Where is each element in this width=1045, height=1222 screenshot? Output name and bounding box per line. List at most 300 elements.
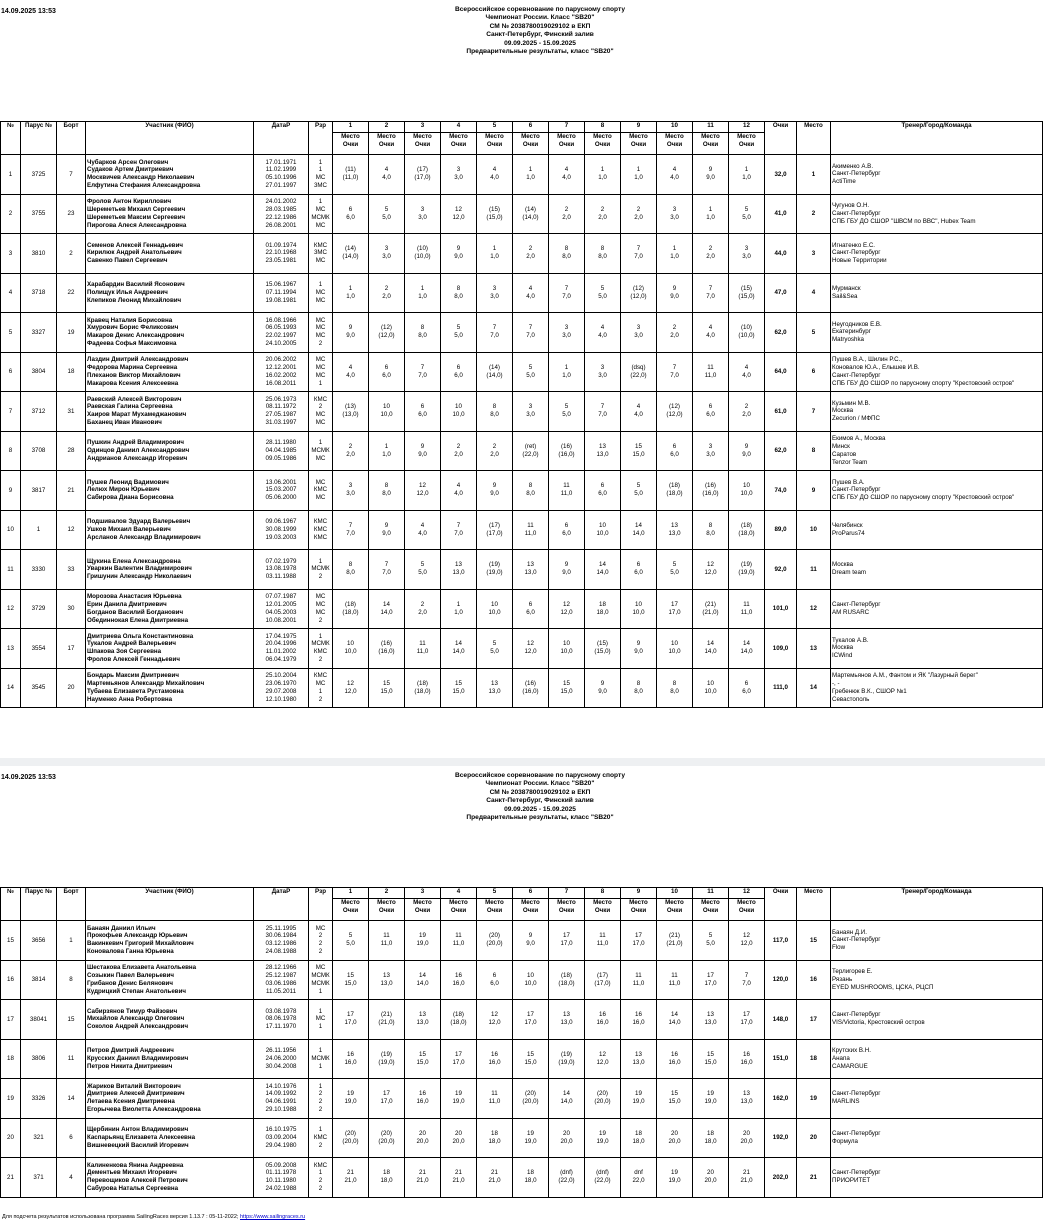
race-points: 7,0: [526, 332, 535, 340]
race-points: 15,0: [560, 687, 573, 695]
cell-race-result: [513, 273, 549, 313]
cell-crew-names-line: Вишневецкий Василий Игоревич: [87, 1141, 189, 1149]
race-place: 5: [636, 482, 641, 490]
race-place: 9: [744, 442, 749, 450]
cell-team: [831, 1079, 1043, 1119]
cell-crew-names: [86, 510, 254, 550]
race-place: 10: [347, 640, 354, 648]
cell-birthdates: [254, 589, 309, 629]
race-points: 4,0: [346, 371, 355, 379]
cell-position: 14: [797, 668, 831, 708]
cell-race-result: [513, 1079, 549, 1119]
cell-bort: 31: [57, 392, 86, 432]
cell-race-result: [621, 550, 657, 590]
cell-race-result: [729, 234, 765, 274]
cell-race-result: [585, 234, 621, 274]
cell-birthdates: [254, 155, 309, 195]
cell-crew-names-line: Ерин Данила Дмитриевич: [87, 600, 167, 608]
cell-crew-names-line: Шереметьев Михаил Сергеевич: [87, 205, 186, 213]
cell-race-result: [513, 668, 549, 708]
cell-birthdates: [254, 629, 309, 669]
race-place: 9: [456, 245, 461, 253]
col-header-race: 9: [621, 888, 657, 899]
cell-team: [831, 1118, 1043, 1158]
cell-sail-number: 3327: [21, 313, 57, 353]
cell-crew-names: [86, 471, 254, 511]
cell-birthdates-line: 30.06.1984: [265, 932, 297, 940]
race-points: (14,0): [342, 253, 359, 261]
cell-ranks-line: 1: [318, 557, 323, 565]
cell-ranks-line: 2: [318, 1141, 323, 1149]
cell-crew-names-line: Шестакова Елизавета Анатольевна: [87, 964, 197, 972]
cell-birthdates: [254, 471, 309, 511]
cell-birthdates: [254, 352, 309, 392]
cell-race-result: [369, 1000, 405, 1040]
cell-position: 2: [797, 194, 831, 234]
subheader-points: Очки: [738, 907, 755, 914]
race-points: (20,0): [486, 940, 503, 948]
cell-team-line: Рязань: [832, 975, 853, 983]
race-place: 5: [744, 205, 749, 213]
cell-number: 5: [1, 313, 21, 353]
cell-team: [831, 1158, 1043, 1198]
col-header-total: Очки: [765, 122, 797, 155]
race-place: 8: [348, 561, 353, 569]
race-place: (18): [668, 482, 680, 490]
col-subheader-race: [621, 133, 657, 155]
race-points: 1,0: [454, 608, 463, 616]
cell-race-result: [477, 313, 513, 353]
race-place: 11: [419, 640, 426, 648]
race-points: 10,0: [740, 490, 753, 498]
cell-ranks-line: КМС: [313, 533, 328, 541]
race-points: 12,0: [416, 490, 429, 498]
cell-birthdates: [254, 550, 309, 590]
cell-birthdates-line: 20.06.2002: [265, 356, 297, 364]
race-place: (16): [524, 679, 536, 687]
cell-crew-names-line: Плеханов Виктор Михайлович: [87, 371, 181, 379]
cell-race-result: [477, 352, 513, 392]
cell-number: 18: [1, 1039, 21, 1079]
col-subheader-race: [549, 899, 585, 921]
cell-race-result: [477, 234, 513, 274]
race-place: 12: [491, 1011, 498, 1019]
subheader-place: Место: [485, 899, 504, 906]
cell-race-result: [657, 352, 693, 392]
cell-crew-names-line: Михайлов Александр Олегович: [87, 1015, 185, 1023]
cell-birthdates-line: 15.03.2007: [265, 486, 297, 494]
race-place: 12: [599, 1050, 606, 1058]
cell-total-points: 62,0: [765, 431, 797, 471]
race-place: (12): [380, 324, 392, 332]
race-place: 15: [419, 1050, 426, 1058]
race-place: 13: [563, 1011, 570, 1019]
race-place: 19: [599, 1129, 606, 1137]
cell-crew-names-line: Прокофьев Александр Юрьевич: [87, 932, 188, 940]
cell-number: 14: [1, 668, 21, 708]
cell-birthdates-line: 11.05.2011: [265, 987, 297, 995]
cell-birthdates-line: 19.08.1981: [265, 296, 297, 304]
cell-race-result: [369, 1039, 405, 1079]
cell-race-result: [369, 550, 405, 590]
cell-sail-number: 3656: [21, 921, 57, 961]
cell-crew-names-line: Хмурович Борис Феликсович: [87, 324, 179, 332]
cell-race-result: [369, 155, 405, 195]
race-place: 19: [419, 932, 426, 940]
header-line: Предварительные результаты, класс "SB20": [466, 48, 614, 56]
cell-race-result: [585, 392, 621, 432]
cell-ranks-line: МС: [315, 205, 326, 213]
table-row: [1, 471, 1043, 511]
race-points: 4,0: [418, 529, 427, 537]
cell-team-line: -, -: [832, 679, 840, 687]
cell-birthdates-line: 09.05.1986: [265, 454, 297, 462]
race-points: 10,0: [704, 687, 717, 695]
cell-crew-names-line: Каспарьянц Елизавета Алексеевна: [87, 1133, 196, 1141]
subheader-points: Очки: [666, 141, 683, 148]
cell-birthdates-line: 30.08.1999: [265, 525, 297, 533]
cell-ranks-line: 1: [318, 687, 323, 695]
cell-race-result: [405, 1158, 441, 1198]
col-header-team: Тренер/Город/Команда: [831, 888, 1043, 921]
cell-birthdates-line: 10.08.2001: [265, 616, 297, 624]
race-points: 2,0: [634, 213, 643, 221]
race-place: 11: [527, 521, 534, 529]
race-points: 12,0: [488, 1019, 501, 1027]
cell-ranks-line: МС: [315, 324, 326, 332]
race-place: 6: [744, 679, 749, 687]
table-row: [1, 352, 1043, 392]
cell-birthdates-line: 03.09.2004: [265, 1133, 297, 1141]
race-points: 17,0: [704, 979, 717, 987]
race-place: 13: [743, 1090, 750, 1098]
cell-ranks-line: 1: [318, 439, 323, 447]
race-points: 3,0: [454, 174, 463, 182]
race-points: 2,0: [526, 253, 535, 261]
cell-ranks-line: 2: [318, 1090, 323, 1098]
cell-crew-names: [86, 550, 254, 590]
race-place: (17): [488, 521, 500, 529]
race-place: 19: [707, 1090, 714, 1098]
cell-team-line: Санкт-Петербург: [832, 1169, 881, 1177]
cell-crew-names-line: Одинцов Даниил Александрович: [87, 446, 190, 454]
race-place: (10): [740, 324, 752, 332]
col-header-race: 11: [693, 888, 729, 899]
race-place: (dnf): [596, 1169, 609, 1177]
race-points: 17,0: [452, 1058, 465, 1066]
race-points: 5,0: [346, 940, 355, 948]
cell-team-line: Санкт-Петербург: [832, 936, 881, 944]
race-points: (19,0): [558, 1058, 575, 1066]
race-place: 18: [383, 1169, 390, 1177]
cell-position: 1: [797, 155, 831, 195]
document-header: [300, 6, 780, 56]
race-points: 4,0: [526, 292, 535, 300]
race-points: 17,0: [560, 940, 573, 948]
race-points: 9,0: [562, 569, 571, 577]
cell-race-result: [657, 1079, 693, 1119]
cell-race-result: [333, 392, 369, 432]
cell-crew-names-line: Шпакова Зоя Сергеевна: [87, 648, 162, 656]
subheader-points: Очки: [342, 141, 359, 148]
cell-race-result: [513, 1039, 549, 1079]
cell-team: [831, 629, 1043, 669]
race-place: 10: [455, 403, 462, 411]
subheader-place: Место: [413, 899, 432, 906]
cell-race-result: [513, 352, 549, 392]
cell-race-result: [657, 234, 693, 274]
cell-birthdates-line: 27.05.1987: [265, 411, 297, 419]
race-place: 3: [708, 442, 713, 450]
cell-team-line: Анапа: [832, 1054, 850, 1062]
cell-race-result: [405, 431, 441, 471]
subheader-place: Место: [629, 899, 648, 906]
race-place: 13: [383, 971, 390, 979]
cell-race-result: [693, 960, 729, 1000]
race-points: 21,0: [740, 1177, 753, 1185]
race-place: 2: [636, 205, 641, 213]
race-points: 8,0: [382, 490, 391, 498]
race-points: 12,0: [596, 1058, 609, 1066]
cell-race-result: [549, 392, 585, 432]
race-place: 5: [708, 932, 713, 940]
race-points: 1,0: [742, 174, 751, 182]
race-place: 17: [383, 1090, 390, 1098]
cell-bort: 20: [57, 668, 86, 708]
cell-ranks-line: МС: [315, 174, 326, 182]
cell-ranks: [309, 273, 333, 313]
cell-crew-names: [86, 313, 254, 353]
cell-race-result: [477, 1079, 513, 1119]
cell-sail-number: 38041: [21, 1000, 57, 1040]
race-place: 17: [455, 1050, 462, 1058]
cell-race-result: [693, 392, 729, 432]
cell-birthdates-line: 28.12.1966: [265, 964, 297, 972]
cell-bort: 12: [57, 510, 86, 550]
cell-race-result: [693, 471, 729, 511]
cell-ranks-line: МС: [315, 600, 326, 608]
cell-race-result: [585, 589, 621, 629]
race-points: (18,0): [558, 979, 575, 987]
cell-sail-number: 3817: [21, 471, 57, 511]
col-header-race: 7: [549, 888, 585, 899]
cell-ranks-line: МС: [315, 356, 326, 364]
cell-team-line: Санкт-Петербург: [832, 1129, 881, 1137]
race-points: (16,0): [702, 490, 719, 498]
cell-total-points: 62,0: [765, 313, 797, 353]
race-points: 6,0: [634, 569, 643, 577]
cell-race-result: [477, 510, 513, 550]
race-points: 5,0: [634, 490, 643, 498]
cell-position: 4: [797, 273, 831, 313]
race-place: 16: [599, 1011, 606, 1019]
race-place: 21: [491, 1169, 498, 1177]
cell-bort: 6: [57, 1118, 86, 1158]
results-table: [0, 121, 1043, 708]
cell-team-line: Тукалов А.В.: [832, 636, 869, 644]
race-place: 9: [348, 324, 353, 332]
cell-race-result: [477, 1118, 513, 1158]
race-points: (20,0): [342, 1137, 359, 1145]
cell-race-result: [333, 1000, 369, 1040]
subheader-points: Очки: [378, 141, 395, 148]
race-place: 17: [743, 1011, 750, 1019]
subheader-points: Очки: [378, 907, 395, 914]
cell-birthdates-line: 10.11.1980: [265, 1177, 297, 1185]
race-points: 7,0: [706, 292, 715, 300]
cell-crew-names-line: Елфутина Стефания Александровна: [87, 182, 201, 190]
cell-race-result: [369, 629, 405, 669]
cell-birthdates-line: 01.09.1974: [265, 241, 297, 249]
race-place: 3: [744, 245, 749, 253]
race-points: 6,0: [454, 371, 463, 379]
cell-total-points: 109,0: [765, 629, 797, 669]
subheader-place: Место: [737, 899, 756, 906]
cell-crew-names-line: Банаян Даниил Ильич: [87, 924, 156, 932]
subheader-place: Место: [701, 133, 720, 140]
race-points: (11,0): [342, 174, 359, 182]
race-points: (15,0): [594, 648, 611, 656]
race-points: (16,0): [378, 648, 395, 656]
race-place: 9: [708, 166, 713, 174]
race-points: 8,0: [454, 292, 463, 300]
subheader-points: Очки: [342, 907, 359, 914]
race-place: 8: [672, 679, 677, 687]
cell-number: 12: [1, 589, 21, 629]
race-place: 14: [419, 971, 426, 979]
cell-race-result: [477, 550, 513, 590]
cell-birthdates-line: 24.08.1988: [265, 948, 297, 956]
col-header-race: 3: [405, 122, 441, 133]
cell-ranks-line: 2: [318, 616, 323, 624]
col-header-race: 5: [477, 888, 513, 899]
cell-sail-number: 3330: [21, 550, 57, 590]
race-points: (14,0): [522, 213, 539, 221]
cell-team: [831, 234, 1043, 274]
race-place: 2: [492, 442, 497, 450]
cell-ranks-line: 2: [318, 1177, 323, 1185]
cell-birthdates: [254, 431, 309, 471]
cell-bort: 30: [57, 589, 86, 629]
race-points: (19,0): [738, 569, 755, 577]
cell-team-line: Мурманск: [832, 284, 861, 292]
cell-ranks-line: 1: [318, 1082, 323, 1090]
cell-ranks: [309, 629, 333, 669]
race-points: 1,0: [562, 371, 571, 379]
col-header-race: 8: [585, 888, 621, 899]
race-points: 15,0: [704, 1058, 717, 1066]
cell-crew-names-line: Петров Дмитрий Андреевич: [87, 1047, 174, 1055]
cell-ranks-line: МСМК: [311, 979, 330, 987]
cell-ranks-line: МС: [315, 924, 326, 932]
cell-sail-number: 321: [21, 1118, 57, 1158]
race-points: (19,0): [378, 1058, 395, 1066]
cell-ranks-line: КМС: [313, 395, 328, 403]
cell-race-result: [693, 629, 729, 669]
race-place: 19: [635, 1090, 642, 1098]
cell-birthdates-line: 26.11.1956: [265, 1047, 297, 1055]
race-points: 7,0: [418, 371, 427, 379]
cell-ranks-line: 2: [318, 656, 323, 664]
race-points: 8,0: [346, 569, 355, 577]
cell-sail-number: 3755: [21, 194, 57, 234]
race-place: (18): [740, 521, 752, 529]
race-points: 4,0: [454, 490, 463, 498]
cell-bort: 19: [57, 313, 86, 353]
race-points: 1,0: [418, 292, 427, 300]
col-header-name: Участник (ФИО): [86, 888, 254, 921]
cell-race-result: [621, 668, 657, 708]
cell-race-result: [549, 471, 585, 511]
race-points: 16,0: [596, 1019, 609, 1027]
race-points: 10,0: [560, 648, 573, 656]
race-points: 15,0: [344, 979, 357, 987]
race-points: 15,0: [416, 1058, 429, 1066]
race-place: 5: [348, 932, 353, 940]
sailingraces-link[interactable]: https://www.sailingraces.ru: [239, 1214, 306, 1220]
cell-race-result: [441, 313, 477, 353]
race-place: 12: [347, 679, 354, 687]
race-place: 17: [671, 600, 678, 608]
cell-number: 8: [1, 431, 21, 471]
cell-race-result: [549, 629, 585, 669]
cell-crew-names-line: Фролов Алексей Геннадьевич: [87, 656, 180, 664]
race-place: 6: [348, 205, 353, 213]
cell-birthdates-line: 03.12.1986: [265, 940, 297, 948]
cell-birthdates-line: 29.10.1988: [265, 1106, 297, 1114]
cell-race-result: [441, 550, 477, 590]
cell-race-result: [369, 960, 405, 1000]
cell-team-line: СПБ ГБУ ДО СШОР по парусному спорту "Крестовский остров": [832, 494, 1015, 502]
race-points: 17,0: [668, 608, 681, 616]
table-row: [1, 234, 1043, 274]
race-points: 14,0: [668, 1019, 681, 1027]
cell-birthdates-line: 30.04.2008: [265, 1062, 297, 1070]
cell-sail-number: 3545: [21, 668, 57, 708]
cell-team: [831, 352, 1043, 392]
race-place: 9: [384, 521, 389, 529]
cell-ranks-line: МС: [315, 593, 326, 601]
race-place: 7: [600, 403, 605, 411]
subheader-points: Очки: [558, 141, 575, 148]
race-place: 5: [564, 403, 569, 411]
cell-ranks-line: 1: [318, 281, 323, 289]
table-row: [1, 1158, 1043, 1198]
cell-race-result: [549, 431, 585, 471]
race-points: 12,0: [560, 608, 573, 616]
cell-race-result: [729, 550, 765, 590]
col-subheader-race: [405, 899, 441, 921]
cell-race-result: [477, 629, 513, 669]
cell-ranks-line: КМС: [313, 672, 328, 680]
cell-crew-names-line: Петров Никита Дмитриевич: [87, 1062, 173, 1070]
cell-ranks: [309, 1039, 333, 1079]
cell-birthdates-line: 24.10.2005: [265, 340, 297, 348]
race-points: 10,0: [452, 411, 465, 419]
cell-team: [831, 1039, 1043, 1079]
col-subheader-race: [657, 899, 693, 921]
subheader-place: Место: [665, 133, 684, 140]
cell-ranks: [309, 1000, 333, 1040]
cell-birthdates-line: 29.07.2008: [265, 687, 297, 695]
cell-race-result: [513, 1118, 549, 1158]
cell-bort: 15: [57, 1000, 86, 1040]
cell-race-result: [657, 510, 693, 550]
race-place: 3: [384, 245, 389, 253]
cell-race-result: [405, 1118, 441, 1158]
cell-bort: 22: [57, 273, 86, 313]
cell-crew-names-line: Грибанов Денис Белянович: [87, 979, 173, 987]
